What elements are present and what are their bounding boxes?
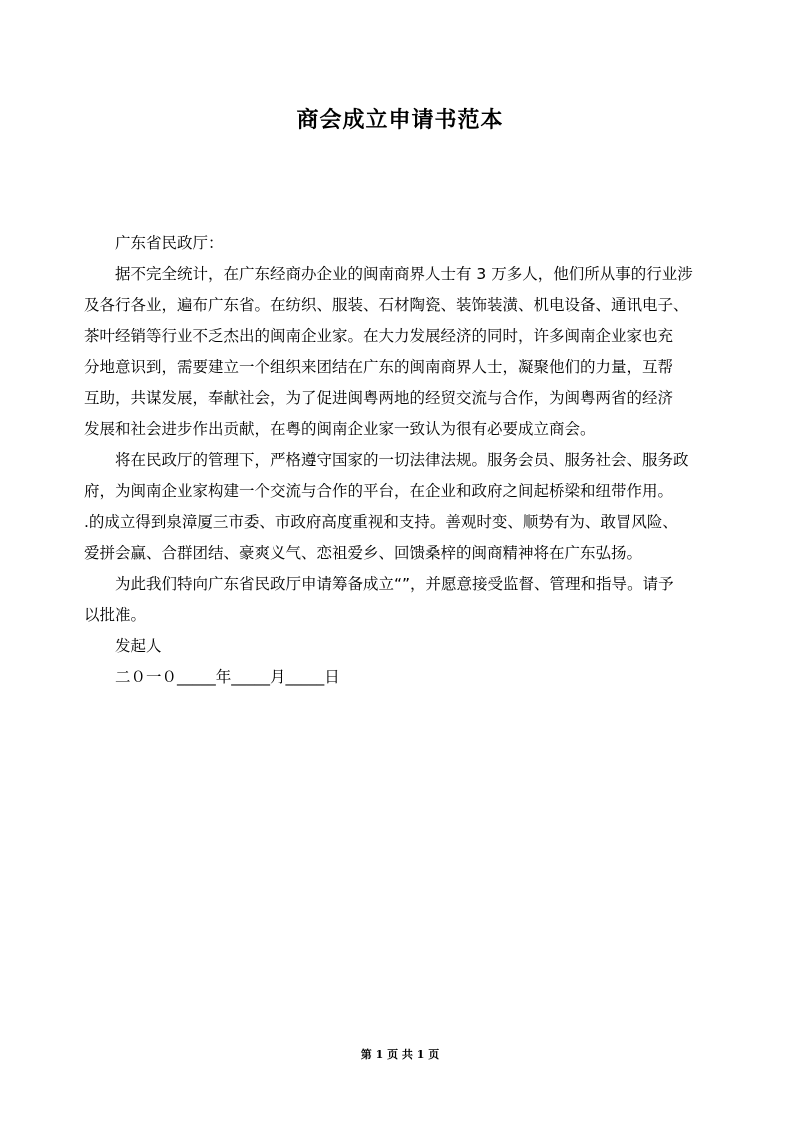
paragraph-2 <box>84 445 724 569</box>
paragraph-line: 府，为闽南企业家构建一个交流与合作的平台，在企业和政府之间起桥梁和纽带作用。 <box>84 482 674 500</box>
paragraph-line: 茶叶经销等行业不乏杰出的闽南企业家。在大力发展经济的同时，许多闽南企业家也充 <box>84 327 674 345</box>
paragraph-line: .的成立得到泉漳厦三市委、市政府高度重视和支持。善观时变、顺势有为、敢冒风险、 <box>84 513 678 531</box>
paragraph-line: 及各行各业，遍布广东省。在纺织、服装、石材陶瓷、装饰装潢、机电设备、通讯电子、 <box>84 296 689 314</box>
paragraph-line: 分地意识到，需要建立一个组织来团结在广东的闽南商界人士，凝聚他们的力量，互帮 <box>84 358 674 376</box>
paragraph-line: 将在民政厅的管理下，严格遵守国家的一切法律法规。服务会员、服务社会、服务政 <box>115 451 689 469</box>
document-title: 商会成立申请书范本 <box>296 108 504 133</box>
signer-line: 发起人 <box>115 637 162 655</box>
salutation: 广东省民政厅： <box>115 234 224 252</box>
paragraph-3 <box>84 569 724 631</box>
date-line: 二０一０_____年_____月_____日 <box>115 668 340 686</box>
paragraph-line: 爱拼会赢、合群团结、豪爽义气、恋祖爱乡、回馈桑梓的闽商精神将在广东弘扬。 <box>84 544 643 562</box>
paragraph-line: 据不完全统计，在广东经商办企业的闽南商界人士有 3 万多人，他们所从事的行业涉 <box>115 265 693 283</box>
page-number-footer: 第 1 页 共 1 页 <box>360 1048 440 1061</box>
paragraph-1 <box>84 259 724 445</box>
paragraph-line: 互助，共谋发展，奉献社会，为了促进闽粤两地的经贸交流与合作，为闽粤两省的经济 <box>84 389 674 407</box>
paragraph-line: 为此我们特向广东省民政厅申请筹备成立“”，并愿意接受监督、管理和指导。请予 <box>115 575 674 593</box>
paragraph-line: 以批准。 <box>84 606 147 624</box>
paragraph-line: 发展和社会进步作出贡献，在粤的闽南企业家一致认为很有必要成立商会。 <box>84 420 596 438</box>
document-body <box>84 228 724 693</box>
